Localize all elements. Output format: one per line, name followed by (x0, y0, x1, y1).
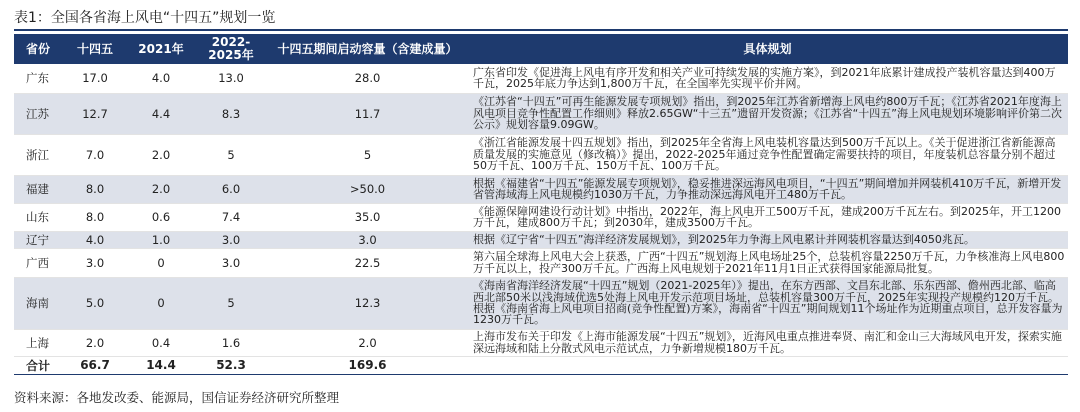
cell-capacity: 22.5 (268, 248, 467, 277)
cell-plan: 根据《福建省“十四五”能源发展专项规划》，稳妥推进深远海风电项目，“十四五”期间增加并网装机410万千瓦，新增开发省管海域海上风电规模约1030万千瓦，力争推动深远海风电开工480万千瓦。 (467, 175, 1068, 203)
cell-fyp: 7.0 (62, 134, 128, 175)
cell-fyp: 8.0 (62, 175, 128, 203)
cell-plan: 《能源保障网建设行动计划》中指出，2022年，海上风电开工500万千瓦，建成200万千瓦左右。到2025年，开工1200万千瓦，建成800万千瓦；到2030年，建成3500万千瓦。 (467, 203, 1068, 231)
table-row (14, 248, 1068, 277)
cell-province: 山东 (14, 203, 62, 231)
cell-2021: 2.0 (128, 175, 194, 203)
cell-capacity: 3.0 (268, 231, 467, 248)
cell-capacity: >50.0 (268, 175, 467, 203)
cell-province: 江苏 (14, 93, 62, 134)
table-row (14, 175, 1068, 203)
cell-plan: 《海南省海洋经济发展“十四五”规划（2021-2025年）》提出，在东方西部、文昌东北部、乐东西部、儋州西北部、临高西北部50米以浅海域优选5处海上风电开发示范项目场址，总装机容量300万千瓦，2025年实现投产规模约120万千瓦。根据《海南省海上风电项目招商(竞争性配置)方案》，海南省“十四五”期间规划11个场址作为近期重点项目，总开发容量为1230万千瓦。 (467, 277, 1068, 329)
header-2021: 2021年 (128, 34, 194, 64)
total-2021: 14.4 (128, 356, 194, 374)
cell-fyp: 12.7 (62, 93, 128, 134)
cell-capacity: 5 (268, 134, 467, 175)
total-row (14, 356, 1068, 374)
title-rule (14, 29, 1068, 31)
cell-capacity: 2.0 (268, 329, 467, 356)
cell-province: 辽宁 (14, 231, 62, 248)
cell-2022-2025: 6.0 (194, 175, 268, 203)
cell-2021: 2.0 (128, 134, 194, 175)
table-row (14, 277, 1068, 329)
cell-plan: 根据《辽宁省“十四五”海洋经济发展规划》，到2025年力争海上风电累计并网装机容量达到4050兆瓦。 (467, 231, 1068, 248)
cell-2021: 0 (128, 248, 194, 277)
cell-2021: 0.4 (128, 329, 194, 356)
source-note: 资料来源：各地发改委、能源局，国信证券经济研究所整理 (14, 390, 340, 405)
total-fyp: 66.7 (62, 356, 128, 374)
table-row (14, 93, 1068, 134)
total-2022-2025: 52.3 (194, 356, 268, 374)
cell-2021: 4.4 (128, 93, 194, 134)
cell-fyp: 4.0 (62, 231, 128, 248)
cell-2021: 0 (128, 277, 194, 329)
table-row (14, 231, 1068, 248)
cell-plan: 上海市发布关于印发《上海市能源发展“十四五”规划》，近海风电重点推进奉贤、南汇和金山三大海域风电开发，探索实施深远海域和陆上分散式风电示范试点，力争新增规模180万千瓦。 (467, 329, 1068, 356)
cell-capacity: 35.0 (268, 203, 467, 231)
table-title: 表1：全国各省海上风电“十四五”规划一览 (14, 10, 276, 26)
total-plan (467, 356, 1068, 374)
total-capacity: 169.6 (268, 356, 467, 374)
cell-2022-2025: 3.0 (194, 248, 268, 277)
cell-province: 广西 (14, 248, 62, 277)
table-row (14, 64, 1068, 93)
cell-2022-2025: 5 (194, 277, 268, 329)
cell-province: 上海 (14, 329, 62, 356)
cell-plan: 第六届全球海上风电大会上获悉，广西“十四五”规划海上风电场址25个，总装机容量2250万千瓦，力争核准海上风电800万千瓦以上，投产300万千瓦。广西海上风电规划于2021年11月1日正式获得国家能源局批复。 (467, 248, 1068, 277)
cell-capacity: 12.3 (268, 277, 467, 329)
cell-capacity: 28.0 (268, 64, 467, 93)
total-label: 合计 (14, 356, 62, 374)
cell-province: 广东 (14, 64, 62, 93)
cell-2022-2025: 8.3 (194, 93, 268, 134)
cell-2022-2025: 1.6 (194, 329, 268, 356)
header-province: 省份 (14, 34, 62, 64)
wind-power-plan-table (14, 34, 1068, 375)
table-row (14, 329, 1068, 356)
cell-2021: 0.6 (128, 203, 194, 231)
cell-fyp: 5.0 (62, 277, 128, 329)
cell-2022-2025: 7.4 (194, 203, 268, 231)
cell-province: 福建 (14, 175, 62, 203)
cell-2022-2025: 3.0 (194, 231, 268, 248)
cell-province: 浙江 (14, 134, 62, 175)
table-row (14, 134, 1068, 175)
header-capacity: 十四五期间启动容量（含建成量） (268, 34, 467, 64)
cell-2022-2025: 13.0 (194, 64, 268, 93)
table-row (14, 203, 1068, 231)
cell-plan: 广东省印发《促进海上风电有序开发和相关产业可持续发展的实施方案》，到2021年底累计建成投产装机容量达到400万千瓦，2025年底力争达到1,800万千瓦，在全国率先实现平价并网。 (467, 64, 1068, 93)
header-fyp: 十四五 (62, 34, 128, 64)
cell-fyp: 8.0 (62, 203, 128, 231)
cell-2022-2025: 5 (194, 134, 268, 175)
header-row (14, 34, 1068, 64)
cell-plan: 《江苏省“十四五”可再生能源发展专项规划》指出，到2025年江苏省新增海上风电约800万千瓦；《江苏省2021年度海上风电项目竞争性配置工作细则》释放2.65GW“十三五”遗留开发资源；《江苏省“十四五”海上风电规划环境影响评价第二次公示》规划容量9.09GW。 (467, 93, 1068, 134)
header-plan: 具体规划 (467, 34, 1068, 64)
cell-2021: 4.0 (128, 64, 194, 93)
cell-capacity: 11.7 (268, 93, 467, 134)
cell-plan: 《浙江省能源发展十四五规划》指出，到2025年全省海上风电装机容量达到500万千瓦以上。《关于促进浙江省新能源高质量发展的实施意见（修改稿）》提出，2022-2025年通过竞争性配置确定需要扶持的项目，年度装机总容量分别不超过50万千瓦、100万千瓦、150万千瓦、100万千瓦。 (467, 134, 1068, 175)
header-2022-2025: 2022-2025年 (194, 34, 268, 64)
cell-fyp: 3.0 (62, 248, 128, 277)
cell-province: 海南 (14, 277, 62, 329)
cell-fyp: 2.0 (62, 329, 128, 356)
cell-2021: 1.0 (128, 231, 194, 248)
cell-fyp: 17.0 (62, 64, 128, 93)
